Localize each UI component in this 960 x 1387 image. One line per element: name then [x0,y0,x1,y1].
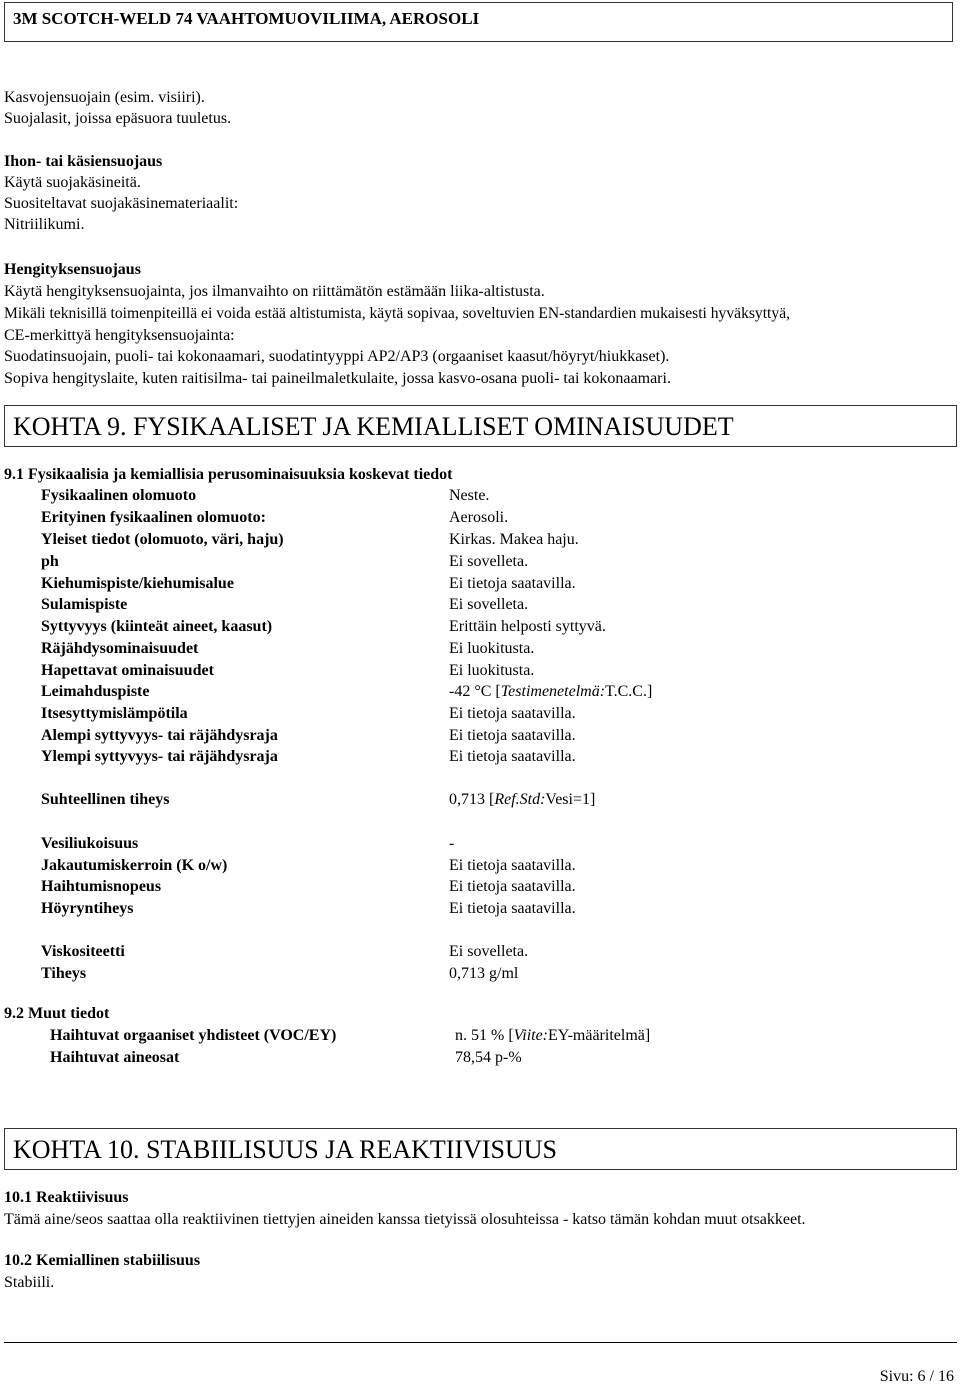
property-value: Ei tietoja saatavilla. [449,748,576,765]
property-value: Ei tietoja saatavilla. [449,705,576,722]
property-label: Höyryntiheys [41,900,134,917]
property-value: Kirkas. Makea haju. [449,531,579,548]
document-title: 3M SCOTCH-WELD 74 VAAHTOMUOVILIIMA, AEROSOLI [13,9,480,28]
section-10-box [4,1128,957,1170]
property-value [449,791,595,809]
property-value: Ei tietoja saatavilla. [449,900,576,917]
respiratory-line-1: Käytä hengityksensuojainta, jos ilmanvaihto on riittämätön estämään liika-altistusta. [4,283,545,300]
hand-protection-line-3: Nitriilikumi. [4,216,85,233]
property-label: Syttyvyys (kiinteät aineet, kaasut) [41,618,273,635]
property-value-main: 0,713 [ [449,791,495,808]
other-info-value-reference: Viite: [513,1027,549,1044]
section-9-2-heading: 9.2 Muut tiedot [4,1005,110,1022]
section-10-2-heading: 10.2 Kemiallinen stabiilisuus [4,1252,201,1269]
other-info-value-tail: EY-määritelmä] [548,1027,651,1044]
other-info-label: Haihtuvat aineosat [50,1049,180,1066]
section-10-1-heading: 10.1 Reaktiivisuus [4,1189,129,1206]
property-value-tail: T.C.C.] [605,683,653,700]
respiratory-line-3: CE-merkittyä hengityksensuojainta: [4,327,235,344]
property-label: Viskositeetti [41,943,125,960]
property-value: Ei sovelleta. [449,553,529,570]
hand-protection-line-1: Käytä suojakäsineitä. [4,174,141,191]
property-value: Erittäin helposti syttyvä. [449,618,606,635]
hand-protection-line-2: Suositeltavat suojakäsinemateriaalit: [4,195,239,212]
other-info-value: 78,54 p-% [455,1049,522,1066]
property-value: Ei tietoja saatavilla. [449,727,576,744]
property-value: Ei sovelleta. [449,943,529,960]
property-value: Ei luokitusta. [449,662,535,679]
property-label: Jakautumiskerroin (K o/w) [41,857,228,874]
property-label: ph [41,553,59,570]
property-label: Sulamispiste [41,596,128,613]
property-value-reference: Ref.Std: [494,791,546,808]
property-value [449,683,652,701]
face-protection-line-2: Suojalasit, joissa epäsuora tuuletus. [4,110,232,127]
section-10-1-text: Tämä aine/seos saattaa olla reaktiivinen tiettyjen aineiden kanssa tietyissä olosuhteissa - katso tämän kohdan muut otsakkeet. [4,1211,806,1228]
property-label: Tiheys [41,965,87,982]
property-value: Ei tietoja saatavilla. [449,878,576,895]
property-label: Suhteellinen tiheys [41,791,170,808]
respiratory-protection-heading: Hengityksensuojaus [4,261,141,278]
property-value-reference: Testimenetelmä: [500,683,606,700]
property-value-main: -42 °C [ [449,683,501,700]
property-value: Ei luokitusta. [449,640,535,657]
property-label: Hapettavat ominaisuudet [41,662,214,679]
respiratory-line-4: Suodatinsuojain, puoli- tai kokonaamari, suodatintyyppi AP2/AP3 (orgaaniset kaasut/höyryt/hiukkaset). [4,348,670,365]
face-protection-line-1: Kasvojensuojain (esim. visiiri). [4,89,205,106]
property-value: Ei tietoja saatavilla. [449,575,576,592]
property-label: Räjähdysominaisuudet [41,640,199,657]
other-info-value [455,1027,650,1045]
property-label: Kiehumispiste/kiehumisalue [41,575,234,592]
property-label: Fysikaalinen olomuoto [41,487,197,504]
property-label: Leimahduspiste [41,683,150,700]
property-value: Ei sovelleta. [449,596,529,613]
respiratory-line-2: Mikäli teknisillä toimenpiteillä ei voida estää altistumista, käytä sopivaa, soveltuvien EN-standardien mukaisesti hyväksyttyä, [4,305,791,322]
section-10-title: KOHTA 10. STABIILISUUS JA REAKTIIVISUUS [13,1135,558,1164]
footer-divider [4,1342,957,1343]
respiratory-line-5: Sopiva hengityslaite, kuten raitisilma- tai paineilmaletkulaite, jossa kasvo-osana puoli- tai kokonaamari. [4,370,671,387]
header-box [4,2,953,42]
property-label: Alempi syttyvyys- tai räjähdysraja [41,727,278,744]
hand-protection-heading: Ihon- tai käsiensuojaus [4,153,163,170]
property-label: Ylempi syttyvyys- tai räjähdysraja [41,748,278,765]
property-value: Neste. [449,487,490,504]
property-value: - [449,835,455,852]
property-label: Erityinen fysikaalinen olomuoto: [41,509,266,526]
other-info-label: Haihtuvat orgaaniset yhdisteet (VOC/EY) [50,1027,337,1044]
property-value: 0,713 g/ml [449,965,519,982]
property-label: Yleiset tiedot (olomuoto, väri, haju) [41,531,284,548]
section-9-1-heading: 9.1 Fysikaalisia ja kemiallisia perusominaisuuksia koskevat tiedot [4,466,453,483]
property-value: Aerosoli. [449,509,509,526]
section-9-box [4,405,957,447]
property-value-tail: Vesi=1] [545,791,596,808]
section-9-title: KOHTA 9. FYSIKAALISET JA KEMIALLISET OMINAISUUDET [13,412,734,441]
other-info-value-main: n. 51 % [ [455,1027,514,1044]
property-label: Vesiliukoisuus [41,835,139,852]
property-label: Haihtumisnopeus [41,878,162,895]
page-number: Sivu: 6 / 16 [879,1368,954,1385]
section-10-2-text: Stabiili. [4,1274,55,1291]
property-value: Ei tietoja saatavilla. [449,857,576,874]
property-label: Itsesyttymislämpötila [41,705,188,722]
